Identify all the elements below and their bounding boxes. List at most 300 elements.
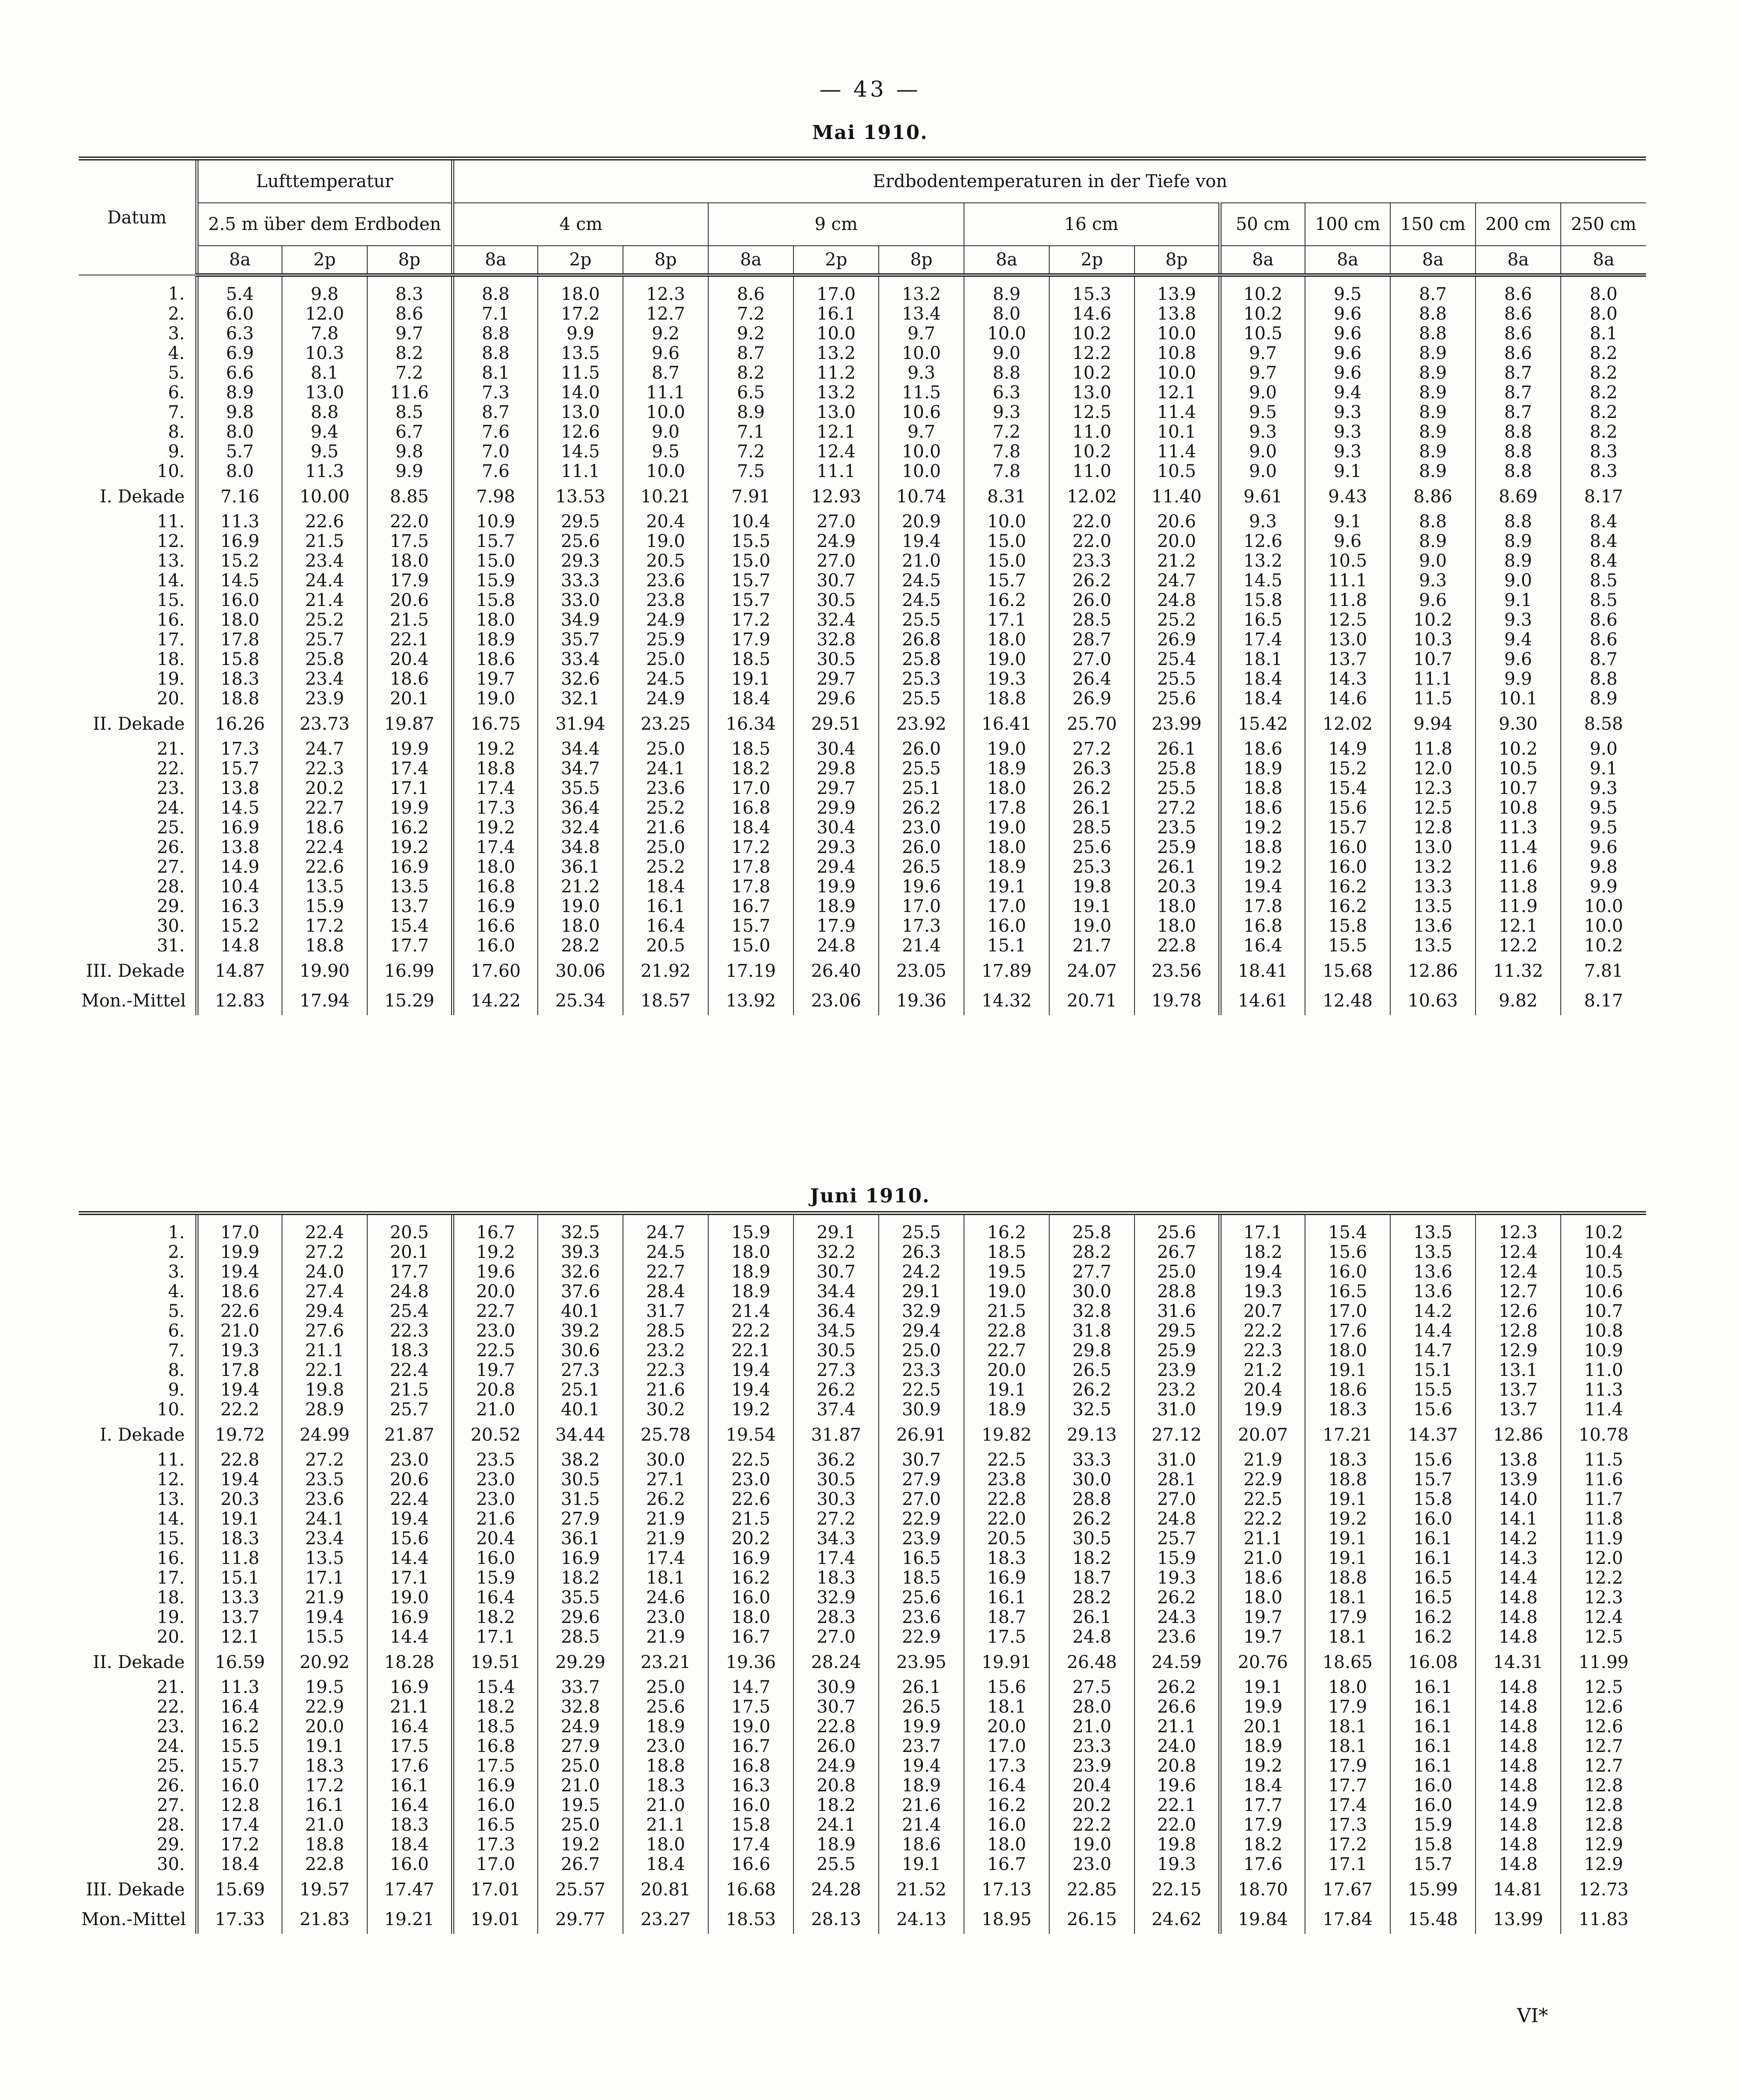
dekade-row: [79, 709, 1646, 739]
value-cell: 31.94: [538, 709, 623, 739]
value-cell: 26.1: [1134, 739, 1220, 759]
value-cell: 18.2: [452, 1608, 538, 1627]
value-cell: 26.2: [1049, 1509, 1134, 1529]
value-cell: 16.1: [1390, 1756, 1476, 1776]
value-cell: 19.5: [964, 1262, 1049, 1282]
value-cell: 16.2: [1305, 877, 1390, 897]
value-cell: 38.2: [538, 1450, 623, 1470]
value-cell: 8.2: [708, 363, 793, 383]
value-cell: 16.4: [367, 1717, 452, 1737]
value-cell: 18.0: [452, 610, 538, 630]
value-cell: 14.9: [1305, 739, 1390, 759]
value-cell: 8.7: [1590, 650, 1618, 669]
date-cell: 13.: [79, 551, 197, 571]
value-cell: 7.1: [452, 304, 538, 324]
day-row: [79, 1380, 1646, 1400]
value-cell: 18.0: [1134, 916, 1220, 936]
value-cell: 17.4: [1220, 630, 1305, 650]
value-cell: 23.0: [452, 1490, 538, 1509]
value-cell: 19.2: [452, 1243, 538, 1262]
value-cell: 30.4: [793, 739, 879, 759]
luft-subheader: 2.5 m über dem Erdboden: [197, 203, 452, 246]
value-cell: 23.92: [879, 709, 964, 739]
value-cell: 30.5: [793, 1470, 879, 1490]
value-cell: 9.6: [1305, 532, 1390, 551]
value-cell: 11.2: [793, 363, 879, 383]
value-cell: 24.9: [623, 689, 708, 709]
date-cell: 23.: [79, 1717, 197, 1737]
value-cell: 17.4: [1305, 1796, 1390, 1815]
value-cell: 14.32: [964, 986, 1049, 1015]
value-cell: 17.1: [367, 1568, 452, 1588]
value-cell: 8.5: [1590, 591, 1618, 610]
value-cell: 16.7: [964, 1855, 1049, 1874]
date-cell: III. Dekade: [79, 956, 197, 986]
value-cell: 16.0: [197, 1776, 282, 1796]
value-cell: 15.5: [1390, 1380, 1476, 1400]
date-cell: 19.: [79, 669, 197, 689]
value-cell: 5.4: [197, 275, 282, 304]
date-cell: 20.: [79, 689, 197, 709]
value-cell: 12.48: [1305, 986, 1390, 1015]
value-cell: 13.8: [1134, 304, 1220, 324]
value-cell: 19.5: [282, 1678, 367, 1697]
value-cell: 12.6: [1584, 1717, 1623, 1737]
value-cell: 21.5: [708, 1509, 793, 1529]
value-cell: 19.0: [708, 1717, 793, 1737]
date-cell: 28.: [79, 877, 197, 897]
value-cell: 15.8: [1305, 916, 1390, 936]
value-cell: 11.83: [1578, 1909, 1629, 1929]
value-cell: 10.63: [1390, 986, 1476, 1015]
value-cell: 13.5: [282, 877, 367, 897]
value-cell: 34.4: [538, 739, 623, 759]
value-cell: 17.3: [452, 1835, 538, 1855]
value-cell: 16.2: [964, 591, 1049, 610]
value-cell: 9.3: [1220, 512, 1305, 532]
value-cell: 20.0: [282, 1717, 367, 1737]
value-cell: 26.0: [879, 838, 964, 857]
value-cell: 12.83: [197, 986, 282, 1015]
value-cell: 16.5: [1390, 1568, 1476, 1588]
value-cell: 26.40: [793, 956, 879, 986]
value-cell: 19.36: [708, 1647, 793, 1678]
value-cell: 18.2: [452, 1697, 538, 1717]
value-cell: 18.8: [623, 1756, 708, 1776]
value-cell: 19.72: [197, 1420, 282, 1450]
value-cell: 19.7: [1220, 1608, 1305, 1627]
date-cell: I. Dekade: [79, 481, 197, 512]
value-cell: 23.7: [879, 1737, 964, 1756]
value-cell: 11.5: [879, 383, 964, 403]
time-header-cell: 8a: [452, 246, 538, 275]
juni-table: [79, 1211, 1646, 1934]
value-cell: 23.56: [1134, 956, 1220, 986]
value-cell: 30.9: [793, 1678, 879, 1697]
value-cell: 18.8: [1305, 1470, 1390, 1490]
value-cell: 8.58: [1584, 714, 1623, 734]
value-cell: 24.1: [793, 1815, 879, 1835]
value-cell: 14.0: [1476, 1490, 1561, 1509]
day-row: [79, 1568, 1646, 1588]
value-cell: 18.1: [1305, 1717, 1390, 1737]
time-header-cell: 8p: [879, 246, 964, 275]
value-cell: 18.0: [538, 916, 623, 936]
value-cell: 27.2: [282, 1450, 367, 1470]
value-cell: 29.1: [793, 1213, 879, 1243]
date-cell: 16.: [79, 610, 197, 630]
value-cell: 16.9: [538, 1549, 623, 1568]
value-cell: 21.9: [623, 1529, 708, 1549]
value-cell: 14.8: [1476, 1678, 1561, 1697]
value-cell: 15.5: [1305, 936, 1390, 956]
value-cell: 7.91: [708, 481, 793, 512]
value-cell: 19.1: [1049, 897, 1134, 916]
value-cell: 12.7: [623, 304, 708, 324]
value-cell: 20.81: [623, 1874, 708, 1905]
dekade-row: [79, 1874, 1646, 1905]
value-cell: 14.5: [1220, 571, 1305, 591]
value-cell: 9.0: [623, 422, 708, 442]
value-cell: 16.2: [708, 1568, 793, 1588]
value-cell: 12.8: [197, 1796, 282, 1815]
value-cell: 22.0: [1134, 1815, 1220, 1835]
time-header-cell: 8p: [367, 246, 452, 275]
value-cell: 12.86: [1476, 1420, 1561, 1450]
value-cell: 16.0: [197, 591, 282, 610]
value-cell: 19.8: [1134, 1835, 1220, 1855]
value-cell: 17.2: [197, 1835, 282, 1855]
datum-header: Datum: [79, 159, 197, 275]
value-cell: 7.3: [452, 383, 538, 403]
day-row: [79, 422, 1646, 442]
value-cell: 17.4: [367, 759, 452, 779]
value-cell: 18.1: [1305, 1627, 1390, 1647]
value-cell: 22.2: [708, 1321, 793, 1341]
date-cell: 7.: [79, 1341, 197, 1361]
value-cell: 26.0: [1049, 591, 1134, 610]
value-cell: 23.99: [1134, 709, 1220, 739]
value-cell: 17.4: [197, 1815, 282, 1835]
value-cell: 21.87: [367, 1420, 452, 1450]
value-cell: 27.2: [282, 1243, 367, 1262]
value-cell: 22.8: [1134, 936, 1220, 956]
value-cell: 16.0: [1305, 1262, 1390, 1282]
value-cell: 11.8: [197, 1549, 282, 1568]
value-cell: 26.9: [1134, 630, 1220, 650]
value-cell: 20.4: [623, 512, 708, 532]
value-cell: 18.8: [282, 1835, 367, 1855]
value-cell: 23.0: [367, 1450, 452, 1470]
value-cell: 13.5: [1390, 936, 1476, 956]
value-cell: 23.0: [879, 818, 964, 838]
value-cell: 10.00: [282, 481, 367, 512]
value-cell: 10.4: [197, 877, 282, 897]
value-cell: 11.0: [1049, 422, 1134, 442]
value-cell: 18.9: [1220, 759, 1305, 779]
value-cell: 14.4: [1476, 1568, 1561, 1588]
value-cell: 15.68: [1305, 956, 1390, 986]
value-cell: 14.6: [1049, 304, 1134, 324]
value-cell: 9.0: [1220, 383, 1305, 403]
value-cell: 16.2: [367, 818, 452, 838]
value-cell: 23.9: [879, 1529, 964, 1549]
value-cell: 9.0: [1390, 551, 1476, 571]
day-row: [79, 363, 1646, 383]
value-cell: 9.3: [1476, 610, 1561, 630]
value-cell: 19.4: [879, 1756, 964, 1776]
value-cell: 25.8: [879, 650, 964, 669]
value-cell: 18.2: [793, 1796, 879, 1815]
value-cell: 32.9: [793, 1588, 879, 1608]
date-cell: 7.: [79, 403, 197, 422]
value-cell: 18.2: [1220, 1243, 1305, 1262]
date-cell: 22.: [79, 1697, 197, 1717]
value-cell: 31.0: [1134, 1400, 1220, 1420]
value-cell: 18.5: [708, 650, 793, 669]
value-cell: 20.76: [1220, 1647, 1305, 1678]
value-cell: 11.99: [1578, 1652, 1629, 1672]
value-cell: 22.8: [964, 1321, 1049, 1341]
value-cell: 18.9: [452, 630, 538, 650]
value-cell: 20.1: [367, 689, 452, 709]
value-cell: 18.95: [964, 1905, 1049, 1934]
value-cell: 29.7: [793, 669, 879, 689]
value-cell: 10.0: [879, 442, 964, 462]
value-cell: 18.9: [793, 897, 879, 916]
value-cell: 28.0: [1049, 1697, 1134, 1717]
day-row: [79, 1302, 1646, 1321]
value-cell: 17.13: [964, 1874, 1049, 1905]
day-row: [79, 1796, 1646, 1815]
value-cell: 8.7: [1390, 275, 1476, 304]
day-row: [79, 462, 1646, 481]
value-cell: 20.4: [452, 1529, 538, 1549]
value-cell: 8.9: [1476, 551, 1561, 571]
value-cell: 6.3: [964, 383, 1049, 403]
value-cell: 12.9: [1584, 1855, 1623, 1874]
date-cell: 21.: [79, 739, 197, 759]
day-row: [79, 1756, 1646, 1776]
day-row: [79, 275, 1646, 304]
value-cell: 21.92: [623, 956, 708, 986]
value-cell: 9.7: [879, 324, 964, 344]
juni-title: Juni 1910.: [810, 1185, 930, 1207]
value-cell: 29.3: [793, 838, 879, 857]
value-cell: 9.3: [1305, 422, 1390, 442]
value-cell: 11.1: [1390, 669, 1476, 689]
value-cell: 23.27: [623, 1905, 708, 1934]
value-cell: 12.0: [1584, 1549, 1623, 1568]
value-cell: 15.0: [708, 551, 793, 571]
value-cell: 24.9: [538, 1717, 623, 1737]
value-cell: 29.6: [538, 1608, 623, 1627]
value-cell: 23.0: [452, 1470, 538, 1490]
value-cell: 10.6: [1584, 1282, 1623, 1302]
value-cell: 15.1: [1390, 1361, 1476, 1380]
time-header-cell: 2p: [793, 246, 879, 275]
value-cell: 35.5: [538, 779, 623, 798]
value-cell: 16.9: [367, 1608, 452, 1627]
value-cell: 26.3: [1049, 759, 1134, 779]
value-cell: 16.1: [623, 897, 708, 916]
value-cell: 8.9: [708, 403, 793, 422]
value-cell: 16.0: [452, 1549, 538, 1568]
value-cell: 26.2: [623, 1490, 708, 1509]
date-cell: 16.: [79, 1549, 197, 1568]
value-cell: 17.67: [1305, 1874, 1390, 1905]
value-cell: 14.3: [1476, 1549, 1561, 1568]
value-cell: 25.6: [538, 532, 623, 551]
value-cell: 29.6: [793, 689, 879, 709]
value-cell: 21.6: [623, 1380, 708, 1400]
value-cell: 14.22: [452, 986, 538, 1015]
value-cell: 12.8: [1584, 1815, 1623, 1835]
day-row: [79, 1608, 1646, 1627]
value-cell: 25.7: [282, 630, 367, 650]
value-cell: 16.5: [452, 1815, 538, 1835]
value-cell: 18.9: [793, 1835, 879, 1855]
day-row: [79, 1509, 1646, 1529]
value-cell: 21.0: [452, 1400, 538, 1420]
value-cell: 15.29: [367, 986, 452, 1015]
value-cell: 26.1: [879, 1678, 964, 1697]
value-cell: 35.5: [538, 1588, 623, 1608]
value-cell: 18.53: [708, 1905, 793, 1934]
value-cell: 18.3: [1305, 1450, 1390, 1470]
value-cell: 16.0: [452, 1796, 538, 1815]
value-cell: 24.5: [623, 1243, 708, 1262]
value-cell: 16.1: [1390, 1529, 1476, 1549]
value-cell: 17.1: [452, 1627, 538, 1647]
value-cell: 9.6: [1590, 838, 1618, 857]
value-cell: 19.3: [197, 1341, 282, 1361]
value-cell: 11.6: [1584, 1470, 1623, 1490]
value-cell: 19.5: [538, 1796, 623, 1815]
value-cell: 13.3: [1390, 877, 1476, 897]
value-cell: 24.62: [1134, 1905, 1220, 1934]
depth-250cm: 250 cm: [1561, 203, 1646, 246]
value-cell: 31.6: [1134, 1302, 1220, 1321]
value-cell: 9.5: [1305, 275, 1390, 304]
date-cell: 15.: [79, 1529, 197, 1549]
day-row: [79, 1737, 1646, 1756]
value-cell: 13.2: [1220, 551, 1305, 571]
value-cell: 18.57: [623, 986, 708, 1015]
value-cell: 15.8: [1390, 1490, 1476, 1509]
value-cell: 20.6: [1134, 512, 1220, 532]
value-cell: 29.7: [793, 779, 879, 798]
value-cell: 13.5: [538, 344, 623, 363]
value-cell: 17.2: [708, 838, 793, 857]
value-cell: 18.41: [1220, 956, 1305, 986]
value-cell: 21.4: [282, 591, 367, 610]
value-cell: 24.9: [793, 1756, 879, 1776]
value-cell: 19.1: [1305, 1529, 1390, 1549]
value-cell: 8.8: [1390, 512, 1476, 532]
value-cell: 14.8: [1476, 1627, 1561, 1647]
date-cell: 17.: [79, 630, 197, 650]
date-cell: 11.: [79, 512, 197, 532]
value-cell: 24.7: [1134, 571, 1220, 591]
value-cell: 12.3: [623, 275, 708, 304]
value-cell: 22.0: [367, 512, 452, 532]
value-cell: 29.8: [1049, 1341, 1134, 1361]
value-cell: 15.0: [452, 551, 538, 571]
value-cell: 26.8: [879, 630, 964, 650]
value-cell: 25.2: [282, 610, 367, 630]
value-cell: 16.0: [1305, 857, 1390, 877]
value-cell: 13.2: [793, 344, 879, 363]
value-cell: 36.1: [538, 1529, 623, 1549]
value-cell: 8.6: [1476, 304, 1561, 324]
value-cell: 23.0: [623, 1737, 708, 1756]
value-cell: 22.6: [282, 512, 367, 532]
value-cell: 8.6: [1590, 630, 1618, 650]
value-cell: 24.8: [1134, 1509, 1220, 1529]
value-cell: 21.1: [367, 1697, 452, 1717]
value-cell: 15.8: [1390, 1835, 1476, 1855]
value-cell: 19.2: [1220, 818, 1305, 838]
value-cell: 19.21: [367, 1905, 452, 1934]
value-cell: 17.4: [452, 779, 538, 798]
value-cell: 36.4: [793, 1302, 879, 1321]
lufttemperatur-header: Lufttemperatur: [197, 159, 452, 203]
value-cell: 26.0: [879, 739, 964, 759]
value-cell: 19.9: [367, 739, 452, 759]
value-cell: 32.2: [793, 1243, 879, 1262]
value-cell: 16.26: [197, 709, 282, 739]
value-cell: 22.6: [282, 857, 367, 877]
value-cell: 29.8: [793, 759, 879, 779]
value-cell: 16.75: [452, 709, 538, 739]
value-cell: 21.9: [1220, 1450, 1305, 1470]
value-cell: 27.0: [793, 512, 879, 532]
value-cell: 13.5: [1390, 897, 1476, 916]
value-cell: 6.0: [197, 304, 282, 324]
value-cell: 26.2: [1134, 1678, 1220, 1697]
value-cell: 25.2: [623, 857, 708, 877]
value-cell: 16.08: [1390, 1647, 1476, 1678]
value-cell: 28.3: [793, 1608, 879, 1627]
value-cell: 9.3: [1305, 442, 1390, 462]
value-cell: 18.8: [1305, 1568, 1390, 1588]
value-cell: 8.5: [367, 403, 452, 422]
value-cell: 17.1: [964, 610, 1049, 630]
value-cell: 19.0: [964, 739, 1049, 759]
value-cell: 18.0: [1305, 1341, 1390, 1361]
value-cell: 16.2: [964, 1796, 1049, 1815]
value-cell: 8.7: [1476, 403, 1561, 422]
value-cell: 20.1: [367, 1243, 452, 1262]
value-cell: 16.9: [964, 1568, 1049, 1588]
value-cell: 30.3: [793, 1490, 879, 1509]
value-cell: 11.5: [1584, 1450, 1623, 1470]
value-cell: 25.8: [282, 650, 367, 669]
value-cell: 25.0: [623, 650, 708, 669]
value-cell: 23.95: [879, 1647, 964, 1678]
value-cell: 27.0: [793, 1627, 879, 1647]
value-cell: 15.6: [367, 1529, 452, 1549]
value-cell: 29.5: [1134, 1321, 1220, 1341]
value-cell: 18.1: [964, 1697, 1049, 1717]
value-cell: 16.0: [1390, 1509, 1476, 1529]
value-cell: 7.2: [964, 422, 1049, 442]
value-cell: 8.9: [1390, 403, 1476, 422]
date-cell: 20.: [79, 1627, 197, 1647]
value-cell: 24.0: [282, 1262, 367, 1282]
value-cell: 19.51: [452, 1647, 538, 1678]
